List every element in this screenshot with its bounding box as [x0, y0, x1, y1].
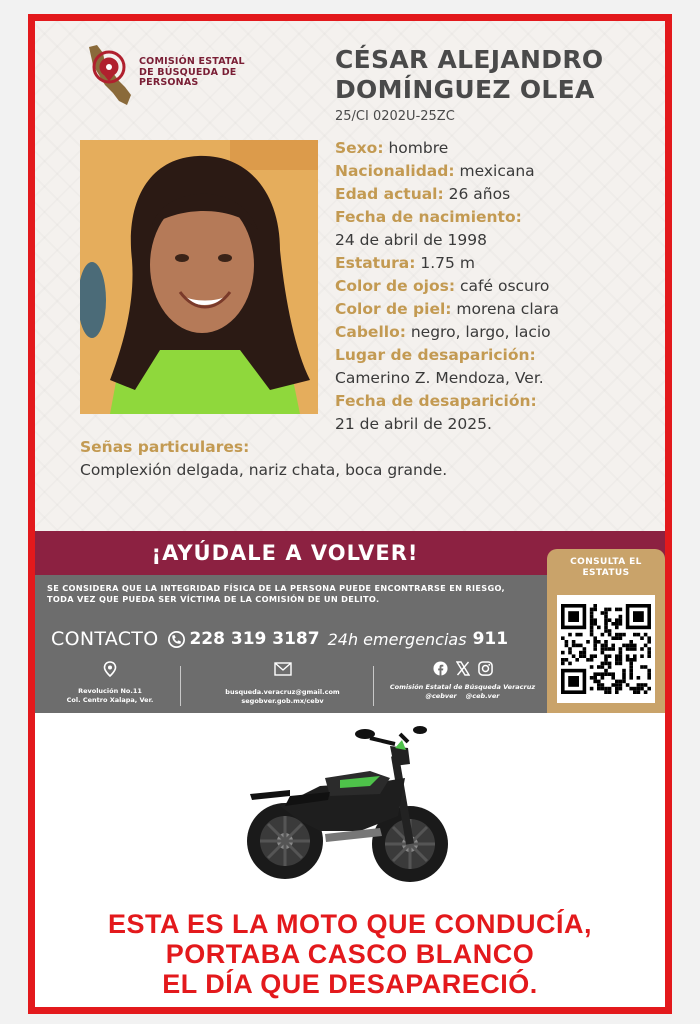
address-block — [45, 661, 175, 705]
social-block — [380, 661, 545, 701]
fact-edad — [335, 183, 655, 206]
veracruz-map-logo-icon — [83, 43, 135, 109]
facebook-icon[interactable] — [433, 661, 448, 676]
qr-title — [547, 557, 665, 579]
logo-line-1: COMISIÓN ESTATAL — [139, 56, 245, 67]
website[interactable]: segobver.gob.mx/cebv — [241, 697, 324, 705]
fact-label: Fecha de nacimiento: — [335, 208, 522, 226]
email-icon — [274, 662, 292, 676]
fact-nacimiento-label — [335, 206, 655, 229]
contact-label: CONTACTO — [51, 628, 159, 650]
risk-line-2: TODA VEZ QUE PUEDA SER VÍCTIMA DE LA COMISIÓN DE UN DELITO. — [47, 594, 380, 604]
fact-fecha-desap-value: 21 de abril de 2025. — [335, 415, 492, 433]
poster-frame — [28, 14, 672, 1014]
social-icons — [380, 661, 545, 677]
address-line-1: Revolución No.11 — [78, 687, 142, 695]
fact-label: Color de ojos: — [335, 277, 456, 295]
social-name: Comisión Estatal de Búsqueda Veracruz — [389, 683, 536, 691]
fact-fecha-desap-label — [335, 390, 655, 413]
location-pin-icon — [103, 661, 117, 677]
person-details — [335, 137, 655, 436]
fact-label: Estatura: — [335, 254, 416, 272]
fact-lugar-label — [335, 344, 655, 367]
fact-sexo — [335, 137, 655, 160]
fact-cabello — [335, 321, 655, 344]
help-banner-title: ¡AYÚDALE A VOLVER! — [151, 541, 419, 565]
fact-estatura — [335, 252, 655, 275]
contact-phone[interactable]: 228 319 3187 — [189, 629, 320, 649]
name-line-2: DOMÍNGUEZ OLEA — [335, 75, 595, 104]
caption-line-1: ESTA ES LA MOTO QUE CONDUCÍA, — [107, 909, 593, 939]
qr-title-line-2: ESTATUS — [582, 568, 630, 578]
fact-label: Fecha de desaparición: — [335, 392, 537, 410]
emergency-number[interactable]: 911 — [472, 629, 509, 649]
fact-value: 1.75 m — [420, 254, 475, 272]
handle-2[interactable]: @ceb.ver — [465, 692, 500, 700]
phone-icon — [168, 631, 185, 648]
qr-title-line-1: CONSULTA EL — [570, 557, 642, 567]
divider — [180, 666, 181, 706]
commission-logo — [83, 43, 283, 109]
email-address[interactable]: busqueda.veracruz@gmail.com — [225, 688, 340, 696]
case-id: 25/CI 0202U-25ZC — [335, 109, 455, 124]
divider — [373, 666, 374, 706]
email-block — [195, 661, 370, 706]
fact-lugar-value: Camerino Z. Mendoza, Ver. — [335, 369, 544, 387]
motorcycle-caption — [35, 909, 665, 999]
logo-line-3: PERSONAS — [139, 77, 199, 88]
fact-label: Edad actual: — [335, 185, 444, 203]
social-handles — [380, 692, 545, 701]
fact-value: morena clara — [456, 300, 560, 318]
motorcycle-image — [230, 716, 460, 901]
fact-label: Nacionalidad: — [335, 162, 455, 180]
fact-nacimiento-value: 24 de abril de 1998 — [335, 231, 487, 249]
fact-label: Color de piel: — [335, 300, 452, 318]
fact-label: Cabello: — [335, 323, 406, 341]
fact-value: negro, largo, lacio — [410, 323, 551, 341]
qr-code-icon — [557, 595, 655, 703]
fact-value: mexicana — [459, 162, 535, 180]
fact-ojos — [335, 275, 655, 298]
person-name — [335, 45, 655, 105]
address-line-2: Col. Centro Xalapa, Ver. — [66, 696, 154, 704]
risk-notice — [47, 583, 542, 605]
fact-nacionalidad — [335, 160, 655, 183]
status-qr-code[interactable] — [557, 595, 655, 703]
fact-value: café oscuro — [460, 277, 550, 295]
handle-1[interactable]: @cebver — [425, 692, 457, 700]
x-icon[interactable] — [456, 661, 470, 676]
fact-label: Lugar de desaparición: — [335, 346, 536, 364]
instagram-icon[interactable] — [478, 661, 493, 676]
fact-piel — [335, 298, 655, 321]
missing-person-poster — [35, 21, 665, 713]
senas-label: Señas particulares: — [80, 438, 250, 456]
logo-line-2: DE BÚSQUEDA DE — [139, 66, 237, 78]
risk-line-1: SE CONSIDERA QUE LA INTEGRIDAD FÍSICA DE LA PERSONA PUEDE ENCONTRARSE EN RIESGO, — [47, 583, 505, 593]
name-line-1: CÉSAR ALEJANDRO — [335, 45, 604, 74]
senas-value: Complexión delgada, nariz chata, boca grande. — [80, 461, 448, 479]
distinguishing-features — [80, 436, 640, 482]
fact-value: hombre — [388, 139, 449, 157]
contact-row — [51, 624, 551, 654]
fact-label: Sexo: — [335, 139, 384, 157]
person-photo — [80, 140, 318, 414]
fact-value: 26 años — [448, 185, 511, 203]
emergency-text: 24h emergencias — [327, 629, 467, 649]
caption-line-2: PORTABA CASCO BLANCO — [165, 939, 535, 969]
caption-line-3: EL DÍA QUE DESAPARECIÓ. — [162, 969, 538, 999]
